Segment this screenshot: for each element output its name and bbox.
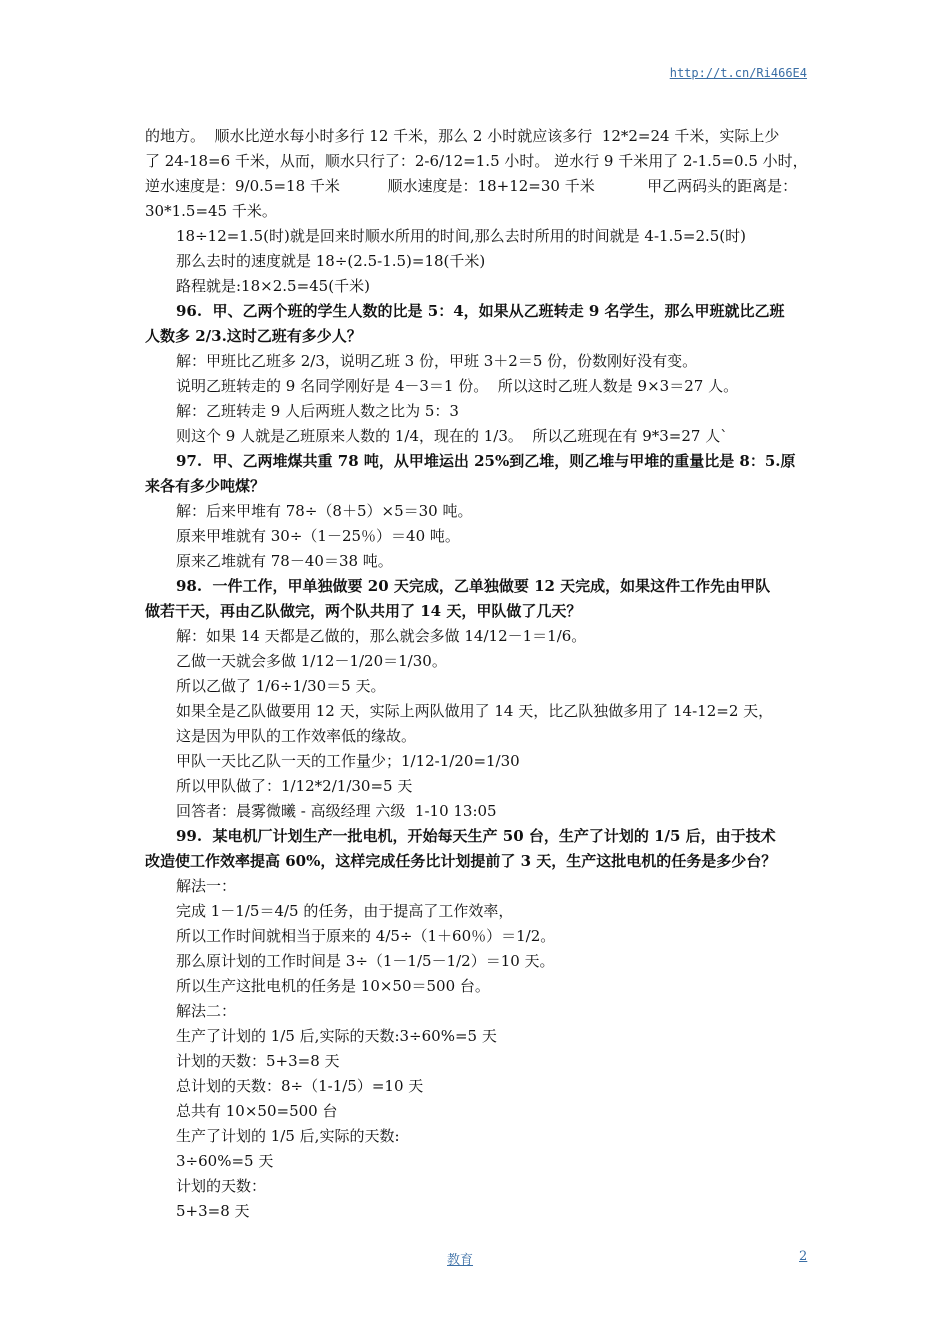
text-line: 解法一： bbox=[176, 877, 237, 895]
text-line: 路程就是:18×2.5=45(千米) bbox=[176, 277, 370, 295]
text-line: 生产了计划的 1/5 后,实际的天数:3÷60%=5 天 bbox=[176, 1027, 497, 1045]
text-line: 5+3=8 天 bbox=[176, 1202, 250, 1220]
text-line: 完成 1－1/5＝4/5 的任务，由于提高了工作效率， bbox=[176, 902, 514, 920]
question-title: 96. 甲、乙两个班的学生人数的比是 5：4，如果从乙班转走 9 名学生，那么甲班就比乙班 bbox=[176, 302, 785, 320]
text-line: 则这个 9 人就是乙班原来人数的 1/4，现在的 1/3。 所以乙班现在有 9*3=27 人` bbox=[176, 427, 728, 445]
text-line: 18÷12=1.5(时)就是回来时顺水所用的时间,那么去时所用的时间就是 4-1.5=2.5(时) bbox=[176, 227, 747, 245]
question-title: 改造使工作效率提高 60%，这样完成任务比计划提前了 3 天，生产这批电机的任务是多少台？ bbox=[145, 852, 777, 870]
text-line: 计划的天数：5+3=8 天 bbox=[176, 1052, 340, 1070]
text-line: 总共有 10×50=500 台 bbox=[176, 1102, 338, 1120]
text-line: 解：后来甲堆有 78÷（8＋5）×5＝30 吨。 bbox=[176, 502, 473, 520]
text-line: 30*1.5=45 千米。 bbox=[145, 202, 277, 220]
text-line: 说明乙班转走的 9 名同学刚好是 4－3＝1 份。 所以这时乙班人数是 9×3＝27 人。 bbox=[176, 377, 739, 395]
text-line: 解：如果 14 天都是乙做的，那么就会多做 14/12－1＝1/6。 bbox=[176, 627, 587, 645]
question-title: 98. 一件工作，甲单独做要 20 天完成，乙单独做要 12 天完成，如果这件工作先由甲队 bbox=[176, 577, 771, 595]
text-line: 所以甲队做了：1/12*2/1/30=5 天 bbox=[176, 777, 413, 795]
text-line: 所以乙做了 1/6÷1/30＝5 天。 bbox=[176, 677, 386, 695]
question-title: 97. 甲、乙两堆煤共重 78 吨，从甲堆运出 25%到乙堆，则乙堆与甲堆的重量比是 8：5.原 bbox=[176, 452, 796, 470]
page-number: 2 bbox=[799, 1249, 808, 1264]
question-title: 99. 某电机厂计划生产一批电机，开始每天生产 50 台，生产了计划的 1/5 后，由于技术 bbox=[176, 827, 776, 845]
text-line: 乙做一天就会多做 1/12－1/20＝1/30。 bbox=[176, 652, 447, 670]
text-line: 所以工作时间就相当于原来的 4/5÷（1＋60％）＝1/2。 bbox=[176, 927, 556, 945]
text-line: 那么去时的速度就是 18÷(2.5-1.5)=18(千米) bbox=[176, 252, 486, 270]
text-line: 所以生产这批电机的任务是 10×50＝500 台。 bbox=[176, 977, 490, 995]
text-line: 生产了计划的 1/5 后,实际的天数: bbox=[176, 1127, 400, 1145]
question-title: 做若干天，再由乙队做完，两个队共用了 14 天，甲队做了几天？ bbox=[145, 602, 582, 620]
text-line: 甲队一天比乙队一天的工作量少；1/12-1/20=1/30 bbox=[176, 752, 520, 770]
text-line: 原来甲堆就有 30÷（1－25％）＝40 吨。 bbox=[176, 527, 460, 545]
text-line: 了 24-18=6 千米，从而，顺水只行了：2-6/12=1.5 小时。 逆水行 9 千米用了 2-1.5=0.5 小时， bbox=[145, 152, 808, 170]
text-line: 的地方。 顺水比逆水每小时多行 12 千米，那么 2 小时就应该多行 12*2=24 千米，实际上少 bbox=[145, 127, 780, 145]
text-line: 解：乙班转走 9 人后两班人数之比为 5：3 bbox=[176, 402, 459, 420]
text-line: 计划的天数： bbox=[176, 1177, 267, 1195]
text-line: 逆水速度是：9/0.5=18 千米 顺水速度是：18+12=30 千米 甲乙两码头的距离是： bbox=[145, 177, 798, 195]
text-line: 3÷60%=5 天 bbox=[176, 1152, 274, 1170]
text-line: 原来乙堆就有 78－40＝38 吨。 bbox=[176, 552, 393, 570]
text-line: 如果全是乙队做要用 12 天，实际上两队做用了 14 天，比乙队独做多用了 14-12=2 天， bbox=[176, 702, 774, 720]
footer-link[interactable]: 教育 bbox=[447, 1253, 474, 1268]
document-body bbox=[145, 124, 817, 1224]
text-line: 这是因为甲队的工作效率低的缘故。 bbox=[176, 727, 417, 745]
text-line: 解法二： bbox=[176, 1002, 237, 1020]
text-line: 回答者：晨雾微曦 - 高级经理 六级 1-10 13:05 bbox=[176, 802, 497, 820]
question-title: 来各有多少吨煤？ bbox=[145, 477, 266, 495]
question-title: 人数多 2/3.这时乙班有多少人？ bbox=[145, 327, 362, 345]
text-line: 那么原计划的工作时间是 3÷（1－1/5－1/2）＝10 天。 bbox=[176, 952, 555, 970]
text-line: 总计划的天数：8÷（1-1/5）=10 天 bbox=[176, 1077, 424, 1095]
header-link[interactable]: http://t.cn/Ri466E4 bbox=[669, 66, 807, 80]
text-line: 解：甲班比乙班多 2/3，说明乙班 3 份，甲班 3＋2＝5 份，份数刚好没有变。 bbox=[176, 352, 698, 370]
